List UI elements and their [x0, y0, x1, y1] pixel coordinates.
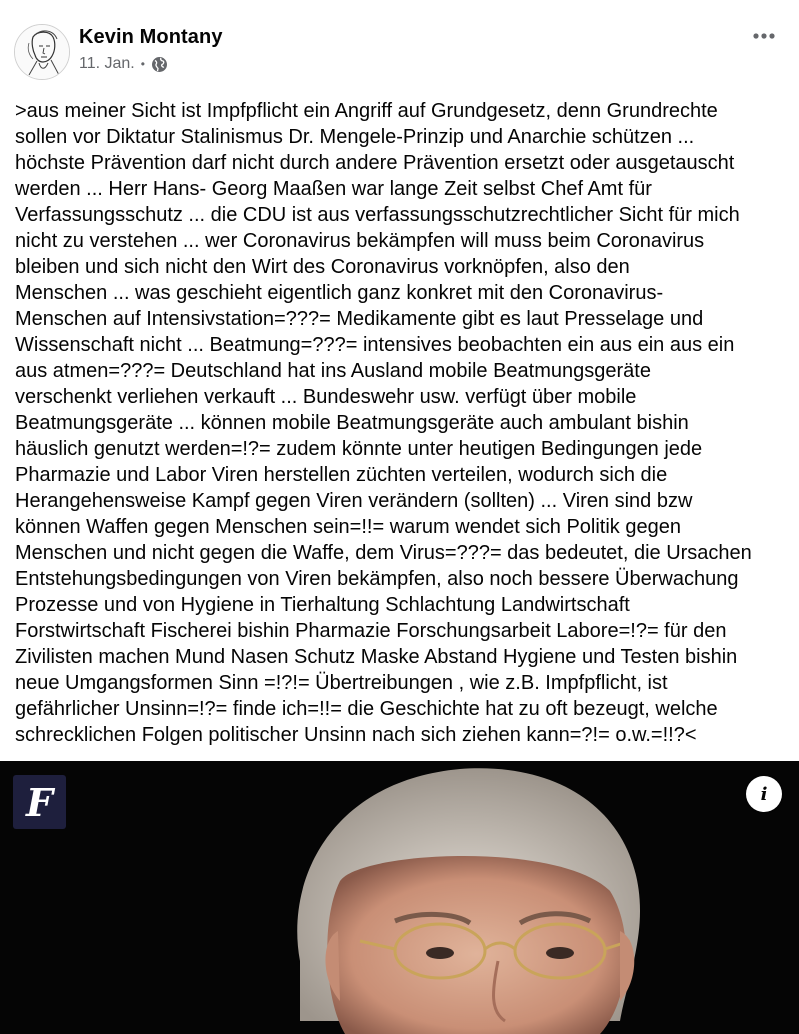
publisher-logo[interactable]: F	[13, 775, 66, 829]
more-horizontal-icon	[752, 32, 776, 40]
post-meta	[79, 53, 168, 75]
post-date[interactable]: 11. Jan.	[79, 55, 135, 72]
portrait-photo	[0, 761, 799, 1034]
meta-separator: •	[140, 57, 145, 71]
link-preview-image[interactable]	[0, 761, 799, 1034]
author-name[interactable]: Kevin Montany	[79, 26, 223, 48]
info-button[interactable]: i	[746, 776, 782, 812]
author-avatar[interactable]	[14, 24, 70, 80]
more-options-button[interactable]	[748, 22, 780, 50]
globe-icon	[151, 56, 168, 73]
sketch-portrait-icon	[15, 25, 69, 79]
post-text: >aus meiner Sicht ist Impfpflicht ein Angriff auf Grundgesetz, denn Grundrechte sollen vor Diktatur Stalinismus Dr. Mengele-Prinzip und Anarchie schützen ... höchste Prävention darf nicht durch andere Prävention ersetzt oder ausgetauscht werden ... Herr Hans- Georg Maaßen war lange Zeit selbst Chef Amt für Verfassungsschutz ... die CDU ist aus verfassungsschutzrechtlicher Sicht für mich nicht zu verstehen ... wer Coronavirus bekämpfen will muss beim Coronavirus bleiben und sich nicht den Wirt des Coronavirus vorknöpfen, also den Menschen ... was geschieht eigentlich ganz konkret mit den Coronavirus- Menschen auf Intensivstation=???= Medikamente gibt es laut Presselage und Wissenschaft nicht ... Beatmung=???= intensives beobachten ein aus ein aus ein aus atmen=???= Deutschland hat ins Ausland mobile Beatmungsgeräte verschenkt verliehen verkauft ... Bundeswehr usw. verfügt über mobile Beatmungsgeräte ... können mobile Beatmungsgeräte auch ambulant bishin häuslich genutzt werden=!?= zudem könnte unter heutigen Bedingungen jede Pharmazie und Labor Viren herstellen züchten verteilen, wodurch sich die Herangehensweise Kampf gegen Viren verändern (sollten) ... Viren sind bzw können Waffen gegen Menschen sein=!!= warum wendet sich Politik gegen Menschen und nicht gegen die Waffe, dem Virus=???= das bedeutet, die Ursachen Entstehungsbedingungen von Viren bekämpfen, also noch bessere Überwachung Prozesse und von Hygiene in Tierhaltung Schlachtung Landwirtschaft Forstwirtschaft Fischerei bishin Pharmazie Forschungsarbeit Labore=!?= für den Zivilisten machen Mund Nasen Schutz Maske Abstand Hygiene und Testen bishin neue Umgangsformen Sinn =!?!= Übertreibungen , wie z.B. Impfpflicht, ist gefährlicher Unsinn=!?= finde ich=!!= die Geschichte hat zu oft bezeugt, welche schrecklichen Folgen politischer Unsinn nach sich ziehen kann=?!= o.w.=!!?<	[15, 100, 752, 746]
